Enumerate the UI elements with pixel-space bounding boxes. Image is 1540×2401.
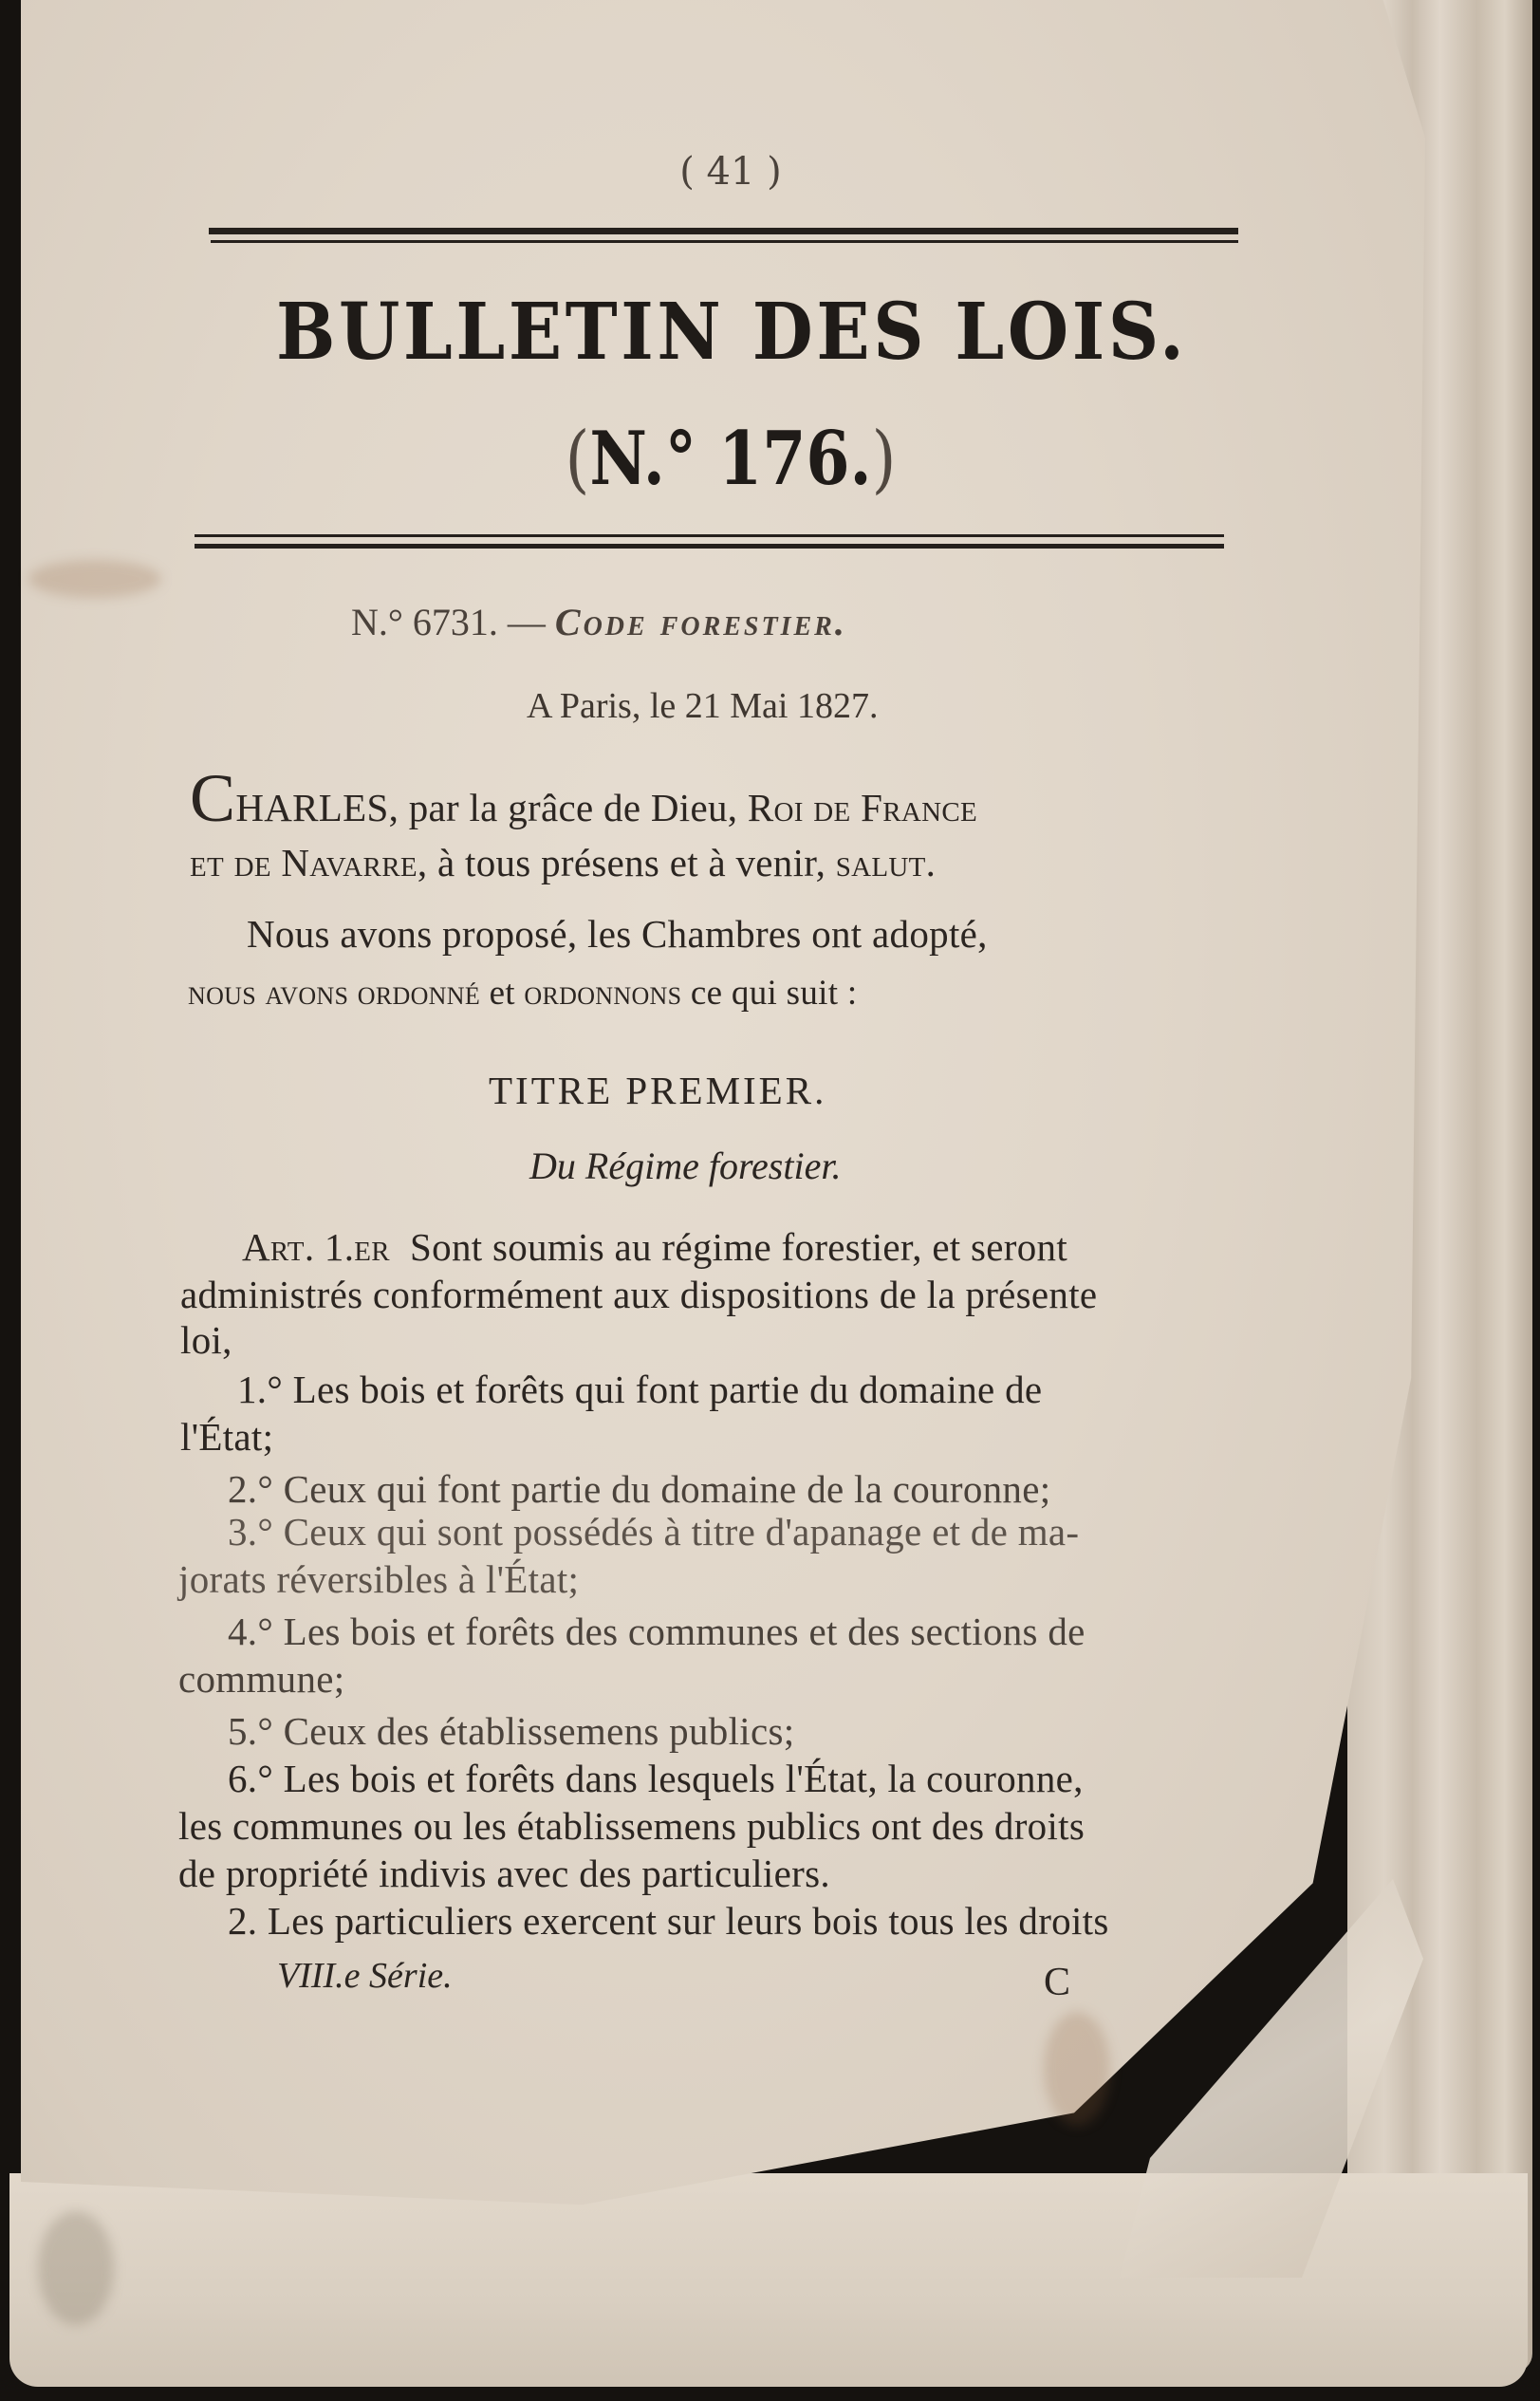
divider-rule-thin [195,534,1224,537]
issue-paren-close: ) [871,417,897,502]
section-heading: TITRE PREMIER. [489,1069,827,1112]
ordain-text: ordonnons [524,974,682,1013]
article-1-line-1 [242,1224,1067,1270]
list-item-5 [228,1708,794,1754]
page-number: ( 41 ) [679,150,782,194]
issue-label: N.° 176. [589,416,872,502]
preamble-text: , par la grâce de Dieu, [388,786,748,829]
list-item-4-cont: commune; [178,1657,345,1701]
stain [1044,2012,1110,2126]
item-number: 4.° [228,1610,274,1653]
preamble-line-2 [190,840,936,885]
item-text: Ceux qui font partie du domaine de la couronne; [283,1467,1051,1511]
royal-title: Roi de France [747,786,977,829]
king-name: HARLES [235,786,389,829]
issue-number [546,416,917,502]
list-item-3-cont: jorats réversibles à l'État; [178,1557,580,1601]
article-1-line-2: administrés conformément aux dispositions de la présente [180,1273,1098,1316]
list-item-3 [228,1509,1079,1554]
divider-rule-thick [195,544,1224,549]
article-1-line-3: loi, [180,1318,232,1362]
preamble-line-3: Nous avons proposé, les Chambres ont adopté, [247,912,988,956]
list-item-1 [237,1367,1042,1412]
item-text: Les bois et forêts qui font partie du domaine de [292,1368,1043,1411]
preamble-end: ce qui suit : [681,974,858,1013]
list-item-1-cont: l'État; [180,1415,274,1459]
item-text: Les bois et forêts dans lesquels l'État, la couronne, [283,1757,1084,1800]
preamble-line-4 [188,973,857,1014]
item-number: 3.° [228,1510,274,1554]
act-title: Code forestier. [554,601,847,643]
item-text: Les bois et forêts des communes et des sections de [283,1610,1085,1653]
item-number: 1.° [237,1368,284,1411]
article-2-text: Les particuliers exercent sur leurs bois tous les droits [267,1899,1109,1943]
date-line: A Paris, le 21 Mai 1827. [527,686,879,726]
item-text: Ceux qui sont possédés à titre d'apanage et de ma- [283,1510,1080,1554]
royal-title-2: et de Navarre [190,841,417,884]
signature-mark: C [1044,1961,1071,2004]
article-2 [228,1898,1109,1944]
article-2-number: 2. [228,1899,258,1943]
salut: salut. [835,841,937,884]
dropcap: C [190,760,236,836]
item-text: Ceux des établissemens publics; [283,1709,795,1753]
section-subheading: Du Régime forestier. [529,1145,842,1187]
header-rule-thick [209,228,1238,234]
list-item-6-cont-1: les communes ou les établissemens publics ont des droits [178,1804,1085,1848]
preamble-text-2: , à tous présens et à venir, [417,841,836,884]
list-item-6-cont-2: de propriété indivis avec des particuliers. [178,1852,830,1895]
article-1-label: Art. 1.er [242,1225,390,1269]
item-number: 5.° [228,1709,274,1753]
stain [38,2211,114,2325]
article-1-text: Sont soumis au régime forestier, et seront [410,1225,1068,1269]
conj: et [480,974,525,1013]
header-rule-thin [211,240,1238,243]
item-number: 6.° [228,1757,274,1800]
list-item-4 [228,1609,1085,1654]
series-label: VIII.e Série. [277,1956,453,1996]
ordained-text: nous avons ordonné [188,974,481,1013]
item-number: 2.° [228,1467,274,1511]
issue-paren-open: ( [565,417,590,502]
stain [28,560,161,598]
act-heading [351,600,847,644]
list-item-2 [228,1466,1050,1512]
publication-title: BULLETIN DES LOIS. [276,287,1188,378]
preamble-line-1 [190,759,977,838]
act-number: N.° 6731. — [351,601,546,643]
list-item-6 [228,1756,1084,1801]
